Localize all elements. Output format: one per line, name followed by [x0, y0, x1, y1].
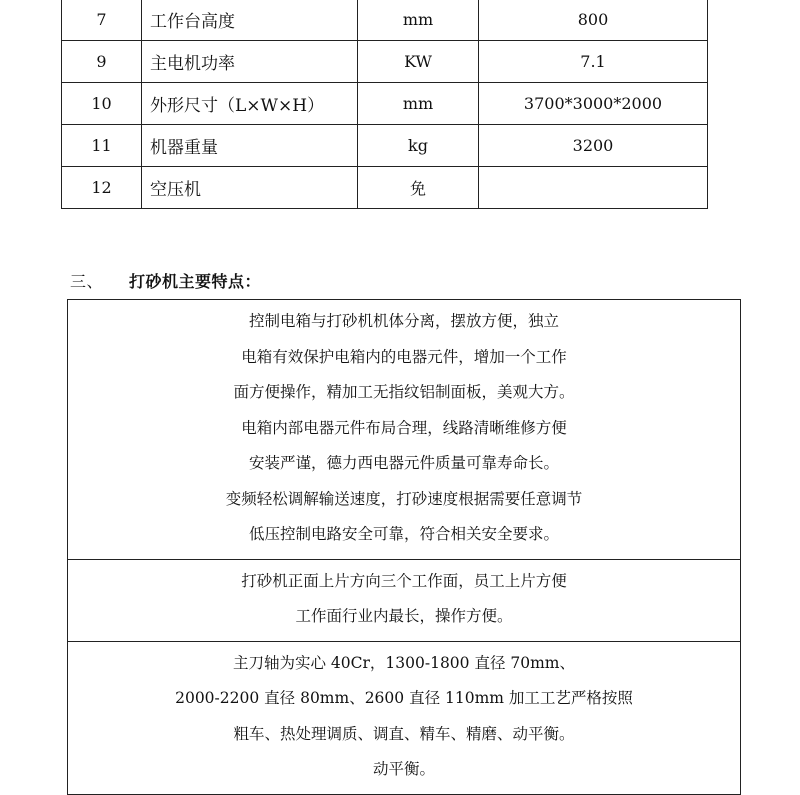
section-number: 三、: [70, 272, 104, 291]
feature-block: [68, 560, 740, 642]
row-value: 3700*3000*2000: [479, 83, 708, 125]
row-value: [479, 167, 708, 209]
row-number: 10: [62, 83, 142, 125]
feature-line: 电箱有效保护电箱内的电器元件，增加一个工作: [241, 347, 567, 366]
row-name: 机器重量: [142, 125, 358, 167]
row-number: 11: [62, 125, 142, 167]
section-heading: [70, 269, 261, 292]
feature-line: 主刀轴为实心 40Cr，1300-1800 直径 70mm、: [232, 653, 576, 672]
row-name: 空压机: [142, 167, 358, 209]
row-value: 3200: [479, 125, 708, 167]
table-row: [62, 167, 708, 209]
row-name: 外形尺寸（L×W×H）: [142, 83, 358, 125]
spec-table-body: [62, 0, 708, 209]
row-value: 800: [479, 0, 708, 41]
feature-line: 打砂机正面上片方向三个工作面，员工上片方便: [241, 571, 567, 590]
feature-line: 电箱内部电器元件布局合理，线路清晰维修方便: [241, 418, 567, 437]
feature-line: 面方便操作，精加工无指纹铝制面板，美观大方。: [233, 383, 575, 401]
section-title: 打砂机主要特点：: [129, 272, 262, 291]
feature-line: 低压控制电路安全可靠，符合相关安全要求。: [248, 525, 559, 543]
feature-line: 动平衡。: [372, 760, 435, 778]
row-unit: kg: [358, 125, 479, 167]
row-name: 工作台高度: [142, 0, 358, 41]
feature-block: [68, 642, 740, 794]
row-unit: mm: [358, 83, 479, 125]
table-row: [62, 0, 708, 41]
row-unit: 免: [358, 167, 479, 209]
feature-line: 控制电箱与打砂机机体分离，摆放方便，独立: [248, 312, 559, 330]
feature-line: 安装严谨，德力西电器元件质量可靠寿命长。: [248, 454, 559, 472]
row-number: 12: [62, 167, 142, 209]
feature-line: 变频轻松调解输送速度，打砂速度根据需要任意调节: [225, 489, 583, 508]
feature-line: 粗车、热处理调质、调直、精车、精磨、动平衡。: [233, 724, 575, 743]
feature-block: [68, 300, 740, 560]
table-row: [62, 41, 708, 83]
feature-line: 2000-2200 直径 80mm、2600 直径 110mm 加工工艺严格按照: [175, 689, 633, 707]
row-name: 主电机功率: [142, 41, 358, 83]
row-unit: mm: [358, 0, 479, 41]
row-value: 7.1: [479, 41, 708, 83]
spec-table: [61, 0, 708, 209]
table-row: [62, 83, 708, 125]
features-box: [67, 299, 741, 795]
table-row: [62, 125, 708, 167]
feature-line: 工作面行业内最长，操作方便。: [295, 607, 513, 625]
row-unit: KW: [358, 41, 479, 83]
row-number: 9: [62, 41, 142, 83]
row-number: 7: [62, 0, 142, 41]
